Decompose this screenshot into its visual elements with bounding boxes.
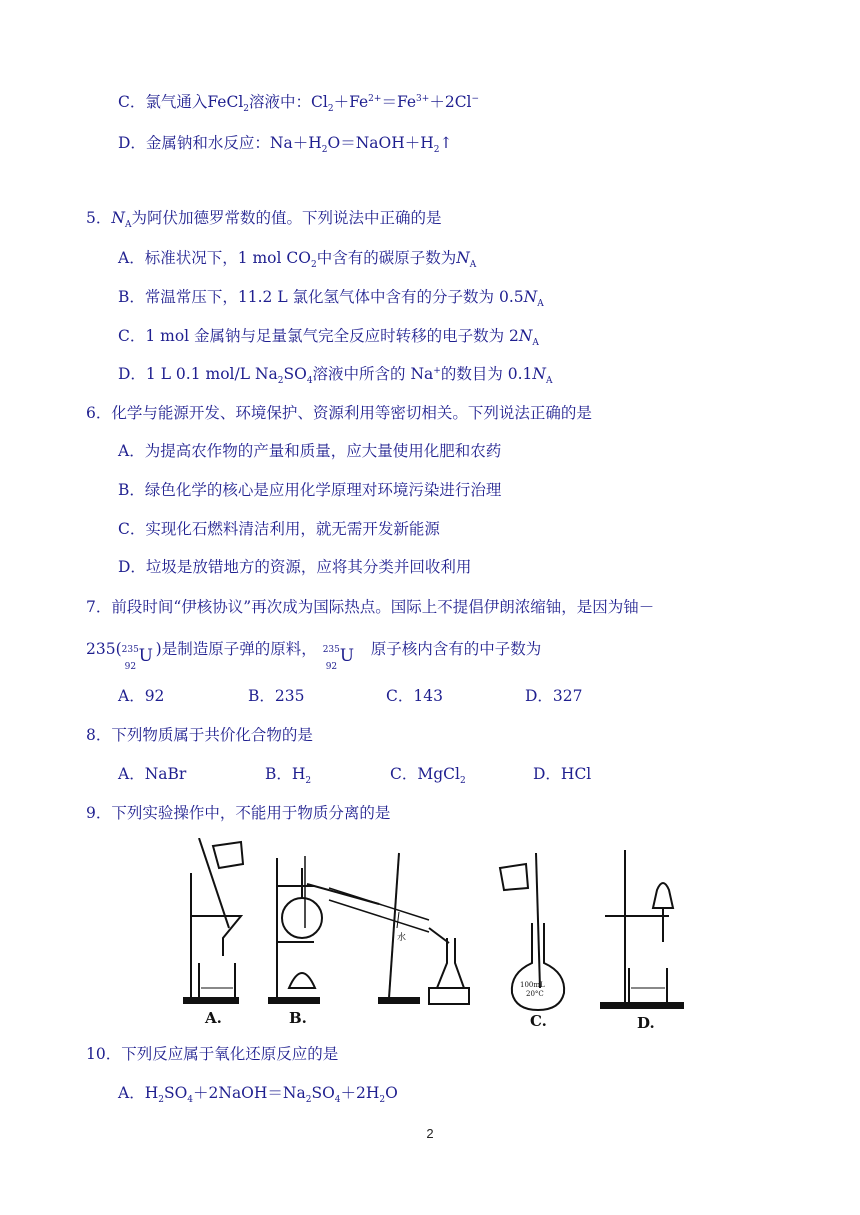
q5-option-a: A．标准状况下，1 mol $CO_2$中含有的碳原子数为$N_A$ — [118, 249, 477, 271]
flask-temp-text: 20°C — [526, 990, 544, 998]
uranium-isotope-symbol-2: 235 92 U — [322, 645, 355, 672]
water-label: 水 — [397, 933, 407, 943]
q6-option-d: D．垃圾是放错地方的资源，应将其分类并回收利用 — [118, 558, 472, 576]
page-number: 2 — [426, 1126, 434, 1141]
q10-stem: 10．下列反应属于氧化还原反应的是 — [86, 1045, 339, 1063]
q8-option-b: B．$H_2$ — [265, 765, 312, 787]
figure-label-c: C. — [530, 1012, 547, 1030]
q5-stem: 5．$N_A$为阿伏加德罗常数的值。下列说法中正确的是 — [86, 209, 442, 231]
q7-option-d: D．327 — [525, 687, 583, 705]
q8-option-d: D．HCl — [533, 765, 592, 783]
figure-label-d: D. — [637, 1014, 655, 1032]
q5-option-b: B．常温常压下，11.2 L 氯化氢气体中含有的分子数为 $0.5N_A$ — [118, 288, 544, 310]
apparatus-c-volumetric-flask — [500, 853, 564, 1030]
q7-stem-line1: 7．前段时间“伊核协议”再次成为国际热点。国际上不提倡伊朗浓缩铀，是因为铀－ — [86, 598, 655, 616]
q6-option-b: B．绿色化学的核心是应用化学原理对环境污染进行治理 — [118, 481, 502, 499]
apparatus-d-separatory-funnel — [601, 850, 683, 1032]
q9-stem: 9．下列实验操作中，不能用于物质分离的是 — [86, 804, 391, 822]
q6-option-a: A．为提高农作物的产量和质量，应大量使用化肥和农药 — [118, 442, 502, 460]
q5-option-c: C．1 mol 金属钠与足量氯气完全反应时转移的电子数为 $2N_A$ — [118, 327, 539, 349]
q6-option-c: C．实现化石燃料清洁利用，就无需开发新能源 — [118, 520, 440, 538]
q10-option-a: A．$H_2SO_4+2NaOH=Na_2SO_4+2H_2O$ — [118, 1084, 398, 1106]
flask-volume-text: 100mL — [520, 981, 545, 989]
uranium-isotope-symbol: 235 92 U — [121, 645, 153, 672]
apparatus-a-filtration — [183, 838, 243, 1027]
q7-option-b: B．235 — [248, 687, 305, 705]
q4-option-d: D．金属钠和水反应：$Na+H_2O=NaOH+H_2↑$ — [118, 134, 453, 156]
q7-stem-line2: 235( 235 92 U )是制造原子弹的原料， 235 92 U 原子核内含有的中子数为 — [86, 634, 541, 665]
q8-option-c: C．MgCl$_2$ — [390, 765, 466, 787]
q5-option-d: D．1 L 0.1 mol/L $Na_2SO_4$溶液中所含的 Na+的数目为 $0.1N_A$ — [118, 365, 553, 387]
apparatus-b-distillation — [269, 853, 469, 1027]
q7-option-a: A．92 — [118, 687, 165, 705]
q4-option-c: C．氯气通入FeCl$_2$溶液中：$Cl_2+Fe^{2+}=Fe^{3+}+2Cl^-$ — [118, 93, 480, 115]
q8-stem: 8．下列物质属于共价化合物的是 — [86, 726, 313, 744]
q8-option-a: A．NaBr — [118, 765, 187, 783]
q7-option-c: C．143 — [386, 687, 443, 705]
figure-label-a: A. — [205, 1009, 222, 1027]
q6-stem: 6．化学与能源开发、环境保护、资源利用等密切相关。下列说法正确的是 — [86, 404, 592, 422]
lab-apparatus-figure — [183, 838, 703, 1038]
figure-label-b: B. — [289, 1009, 307, 1027]
